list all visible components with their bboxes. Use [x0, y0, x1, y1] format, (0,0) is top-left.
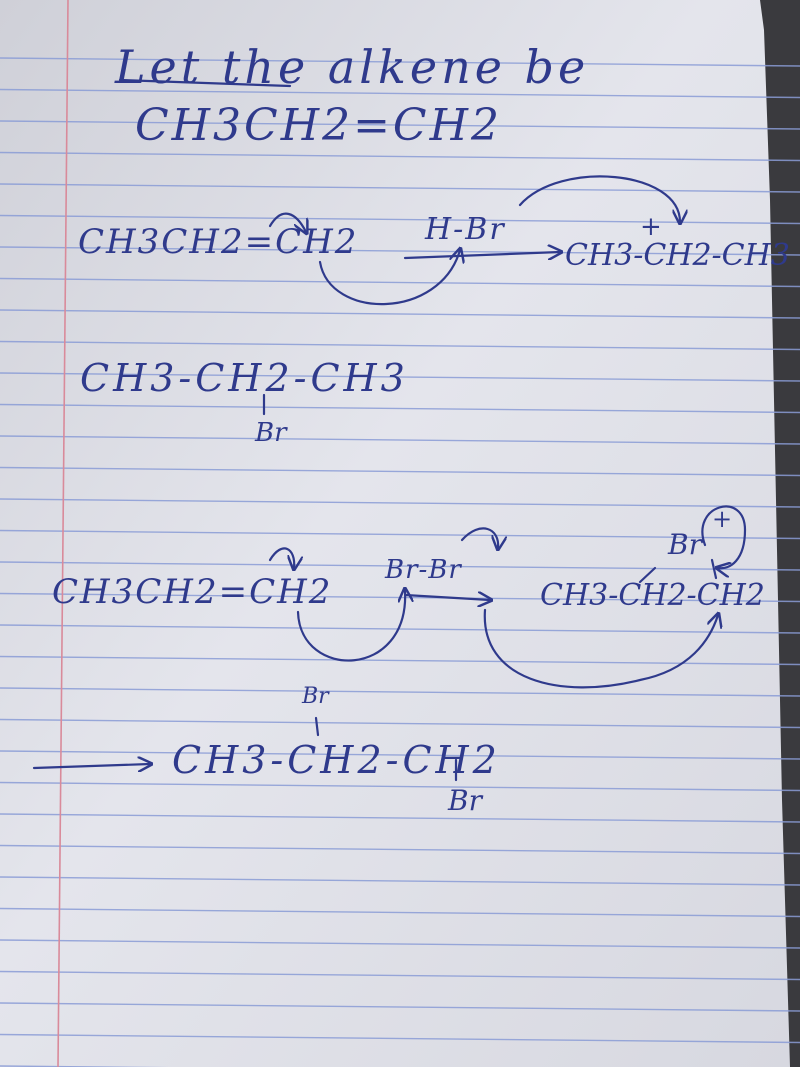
alkene-formula-text: CH3CH2=CH2 [135, 100, 502, 151]
r1-intermediate: CH3-CH2-CH3 [565, 238, 790, 273]
r1-product-br: Br [255, 418, 287, 448]
r2-reactant: CH3CH2=CH2 [52, 572, 333, 612]
alkene-formula [135, 100, 502, 151]
r2-intermediate: CH3-CH2-CH2 [540, 578, 765, 613]
final-product-chain: CH3-CH2-CH2 [172, 738, 501, 782]
r1-charge: + [640, 212, 662, 242]
r2-bromonium-charge: + [712, 505, 733, 533]
r1-reagent: H-Br [425, 212, 506, 247]
r2-bromonium-br: Br [668, 528, 702, 561]
final-bottom-br: Br [448, 784, 482, 817]
final-top-br: Br [302, 684, 329, 709]
heading-text: Let the alkene be [115, 40, 590, 94]
r2-reagent: Br-Br [385, 555, 462, 585]
r1-reactant: CH3CH2=CH2 [78, 222, 359, 262]
r1-product-chain: CH3-CH2-CH3 [80, 356, 409, 400]
